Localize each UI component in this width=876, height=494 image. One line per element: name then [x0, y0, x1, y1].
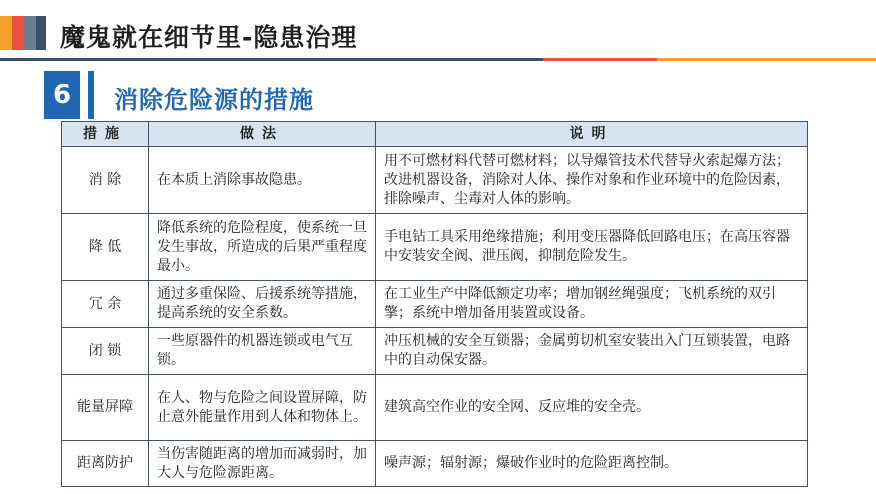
description-cell: 冲压机械的安全互锁器；金属剪切机室安装出入门互锁装置，电路中的自动保安器。	[376, 328, 808, 375]
method-cell: 在本质上消除事故隐患。	[149, 147, 376, 214]
description-cell: 用不可燃材料代替可燃材料；以导爆管技术代替导火索起爆方法；改进机器设备，消除对人体、操作对象和作业环境中的危险因素，排除噪声、尘毒对人体的影响。	[376, 147, 808, 214]
table-row	[62, 214, 808, 281]
table-header-row	[62, 122, 808, 147]
description-cell: 建筑高空作业的安全网、反应堆的安全壳。	[376, 375, 808, 441]
header-color-bars	[0, 16, 46, 50]
measure-cell: 冗 余	[62, 281, 149, 328]
method-cell: 通过多重保险、后援系统等措施，提高系统的安全系数。	[149, 281, 376, 328]
measure-cell: 能量屏障	[62, 375, 149, 441]
column-header-measure: 措施	[62, 122, 149, 147]
table-row	[62, 281, 808, 328]
table-row	[62, 147, 808, 214]
description-cell: 在工业生产中降低额定功率；增加钢丝绳强度；飞机系统的双引擎；系统中增加备用装置或设备。	[376, 281, 808, 328]
table-row	[62, 328, 808, 375]
table-row	[62, 441, 808, 487]
table-row	[62, 375, 808, 441]
measure-cell: 降 低	[62, 214, 149, 281]
color-bar-navy	[36, 16, 46, 50]
measure-cell: 闭 锁	[62, 328, 149, 375]
header-divider	[0, 58, 876, 61]
description-cell: 噪声源；辐射源；爆破作业时的危险距离控制。	[376, 441, 808, 487]
color-bar-gray	[24, 16, 36, 50]
section-title: 消除危险源的措施	[114, 86, 314, 114]
measures-table	[61, 121, 808, 487]
page-title: 魔鬼就在细节里-隐患治理	[60, 23, 358, 52]
measure-cell: 消 除	[62, 147, 149, 214]
column-header-description: 说明	[376, 122, 808, 147]
method-cell: 当伤害随距离的增加而减弱时，加大人与危险源距离。	[149, 441, 376, 487]
method-cell: 在人、物与危险之间设置屏障，防止意外能量作用到人体和物体上。	[149, 375, 376, 441]
measure-cell: 距离防护	[62, 441, 149, 487]
color-bar-orange	[0, 16, 12, 50]
method-cell: 一些原器件的机器连锁或电气互锁。	[149, 328, 376, 375]
section-accent-bar	[88, 71, 94, 119]
section-number-badge: 6	[44, 71, 80, 119]
color-bar-red	[12, 16, 24, 50]
column-header-method: 做法	[149, 122, 376, 147]
description-cell: 手电钻工具采用绝缘措施；利用变压器降低回路电压；在高压容器中安装安全阀、泄压阀，抑制危险发生。	[376, 214, 808, 281]
method-cell: 降低系统的危险程度，使系统一旦发生事故，所造成的后果严重程度最小。	[149, 214, 376, 281]
